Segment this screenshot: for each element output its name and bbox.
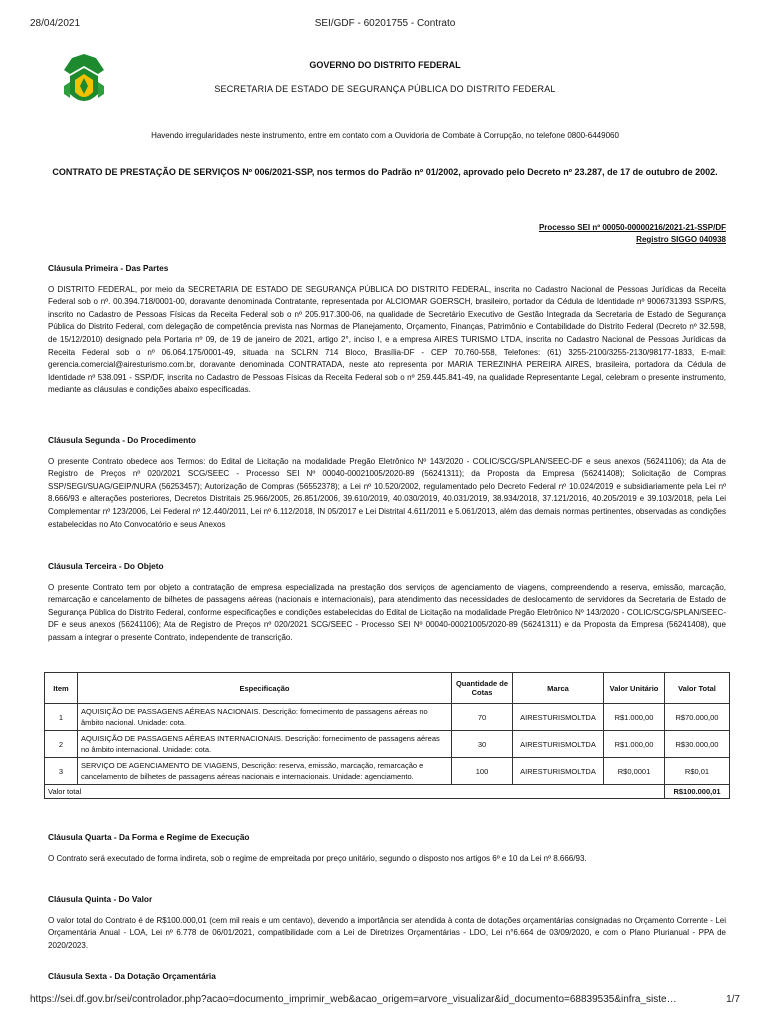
cell-spec: AQUISIÇÃO DE PASSAGENS AÉREAS NACIONAIS. Descrição: fornecimento de passagens aéreas no âmbito nacional. Unidade: cota. bbox=[78, 704, 452, 731]
cell-total-value: R$0,01 bbox=[665, 758, 730, 785]
clause-1-text: O DISTRITO FEDERAL, por meio da SECRETARIA DE ESTADO DE SEGURANÇA PÚBLICA DO DISTRITO FEDERAL, inscrita no Cadastro Nacional de Pessoas Jurídicas da Receita Federal sob o nº. 00.394.718/0001-00, doravante denominada Contratante, representada por ALCIOMAR GOERSCH, brasileiro, portador da Cédula de Identidade nº 9006731393 SSP/RS, inscrito no Cadastro de Pessoas Físicas da Receita Federal sob o nº 205.917.300-06, na qualidade de Secretário Executivo de Gestão Integrada da Secretaria de Estado de Segurança Pública do Distrito Federal, com delegação de competência prevista nas Normas de Planejamento, Orçamento, Finanças, Patrimônio e Contabilidade do Distrito Federal (Decreto nº 32.598, de 15/12/2010) designado pela Portaria nº 09, de 19 de janeiro de 2021, artigo 2°, inciso I, e a empresa AIRES TURISMO LTDA, inscrita no Cadastro Nacional de Pessoas Jurídicas da Receita Federal sob o nº 06.064.175/0001-49, situada na SCLRN 714 Bloco, Brasília-DF - CEP 70.760-558, Telefones: (61) 3255-2100/3255-2130/98177-1833, E-mail: gerencia.comercial@airesturismo.com.br, doravante denominada CONTRATADA, neste ato representa por MARIA TEREZINHA PEREIRA AIRES, brasileira, portadora da Cédula de Identidade nº 538.091 - SSP/DF, inscrita no Cadastro de Pessoas Físicas da Receita Federal sob o nº 259.445.841-49, na qualidade Representante Legal, celebram o presente instrumento, mediante as cláusulas e condições abaixo especificadas. bbox=[48, 284, 726, 395]
cell-total-value: R$70.000,00 bbox=[665, 704, 730, 731]
clause-1 bbox=[48, 262, 726, 397]
page-url[interactable]: https://sei.df.gov.br/sei/controlador.php?acao=documento_imprimir_web&acao_origem=arvore_visualizar&id_documento=68839535&infra_siste… bbox=[30, 994, 677, 1005]
clause-1-title: Cláusula Primeira - Das Partes bbox=[48, 263, 169, 273]
col-header-brand: Marca bbox=[513, 673, 604, 704]
clause-4-text: O Contrato será executado de forma indireta, sob o regime de empreitada por preço unitário, segundo o disposto nos artigos 6º e 10 da Lei nº 8.666/93. bbox=[48, 853, 587, 863]
clause-4-title: Cláusula Quarta - Da Forma e Regime de Execução bbox=[48, 832, 250, 842]
clause-2-title: Cláusula Segunda - Do Procedimento bbox=[48, 435, 196, 445]
print-date: 28/04/2021 bbox=[30, 18, 81, 29]
col-header-qty: Quantidade de Cotas bbox=[452, 673, 513, 704]
clause-6 bbox=[48, 970, 726, 992]
clause-3-title: Cláusula Terceira - Do Objeto bbox=[48, 561, 164, 571]
cell-unit-value: R$1.000,00 bbox=[604, 704, 665, 731]
cell-item: 3 bbox=[45, 758, 78, 785]
clause-2 bbox=[48, 434, 726, 531]
col-header-unit-value: Valor Unitário bbox=[604, 673, 665, 704]
cell-qty: 100 bbox=[452, 758, 513, 785]
cell-brand: AIRESTURISMOLTDA bbox=[513, 758, 604, 785]
clause-6-title: Cláusula Sexta - Da Dotação Orçamentária bbox=[48, 971, 216, 981]
cell-item: 2 bbox=[45, 731, 78, 758]
cell-unit-value: R$0,0001 bbox=[604, 758, 665, 785]
secretariat-heading: SECRETARIA DE ESTADO DE SEGURANÇA PÚBLICA DO DISTRITO FEDERAL bbox=[214, 84, 556, 94]
contract-title: CONTRATO DE PRESTAÇÃO DE SERVIÇOS Nº 006/2021-SSP, nos termos do Padrão nº 01/2002, aprovado pelo Decreto nº 23.287, de 17 de outubro de 2002. bbox=[52, 167, 718, 177]
cell-unit-value: R$1.000,00 bbox=[604, 731, 665, 758]
table-total-row bbox=[45, 785, 730, 799]
print-header bbox=[30, 18, 740, 32]
cell-qty: 30 bbox=[452, 731, 513, 758]
clause-5-title: Cláusula Quinta - Do Valor bbox=[48, 894, 153, 904]
table-header-row bbox=[45, 673, 730, 704]
page-number: 1/7 bbox=[726, 994, 740, 1005]
cell-spec: AQUISIÇÃO DE PASSAGENS AÉREAS INTERNACIONAIS. Descrição: fornecimento de passagens aéreas no âmbito internacional. Unidade: cota. bbox=[78, 731, 452, 758]
table-row bbox=[45, 758, 730, 785]
print-title: SEI/GDF - 60201755 - Contrato bbox=[314, 18, 456, 29]
cell-total-value: R$30.000,00 bbox=[665, 731, 730, 758]
process-reference bbox=[539, 222, 726, 246]
siggo-registry: Registro SIGGO 040938 bbox=[636, 235, 726, 244]
col-header-item: Item bbox=[45, 673, 78, 704]
items-table bbox=[44, 672, 730, 799]
col-header-total-value: Valor Total bbox=[665, 673, 730, 704]
clause-5-text: O valor total do Contrato é de R$100.000,01 (cem mil reais e um centavo), devendo a importância ser atendida à conta de dotações orçamentárias consignadas no Orçamento Corrente - Lei Orçamentária Anual - LOA, Lei nº 6.778 de 06/01/2021, compatibilidade com a Lei de Diretrizes Orçamentárias - LDO, Lei n°6.664 de 03/09/2020, e com o Plano Plurianual - PPA de 2020/2023. bbox=[48, 915, 726, 950]
cell-qty: 70 bbox=[452, 704, 513, 731]
clause-5 bbox=[48, 893, 726, 952]
cell-item: 1 bbox=[45, 704, 78, 731]
total-value: R$100.000,01 bbox=[665, 785, 730, 799]
cell-brand: AIRESTURISMOLTDA bbox=[513, 731, 604, 758]
clause-3 bbox=[48, 560, 726, 645]
col-header-spec: Especificação bbox=[78, 673, 452, 704]
ombudsman-notice: Havendo irregularidades neste instrumento, entre em contato com a Ouvidoria de Combate à Corrupção, no telefone 0800-6449060 bbox=[151, 131, 619, 140]
cell-brand: AIRESTURISMOLTDA bbox=[513, 704, 604, 731]
cell-spec: SERVIÇO DE AGENCIAMENTO DE VIAGENS, Descrição: reserva, emissão, marcação, remarcação e cancelamento de bilhetes de passagens aéreas nacionais e internacionais. Unidade: agenciamento. bbox=[78, 758, 452, 785]
table-row bbox=[45, 704, 730, 731]
clause-2-text: O presente Contrato obedece aos Termos: do Edital de Licitação na modalidade Pregão Eletrônico Nº 143/2020 - COLIC/SCG/SPLAN/SEEC-DF e seus anexos (56241106); da Ata de Registro de Preços nº 020/2021 SCG/SEEC - Processo SEI Nº 00040-00021005/2020-89 (56241311); da Proposta da Empresa (56241408); Solicitação de Compras SSP/SEGI/SUAG/GEIP/NURA (56253457); Autorização de Compras (56552378); a Lei nº 10.520/2002, regulamentado pelo Decreto Federal nº 10.024/2019 e subsidiariamente pela Lei nº 8.666/93 e alterações posteriores, Decretos Distritais 25.966/2005, 26.851/2006, 39.610/2019, 40.030/2019, 40.031/2019, 38.934/2018, 37.121/2016, 40.205/2019 e 39.103/2018, pela Lei Complementar nº 123/2006, Lei Federal nº 12.440/2011, Lei nº 6.112/2018, IN 05/2017 e Lei Distrital 4.611/2011 e 5.061/2013, além das demais normas pertinentes, observadas as condições estabelecidas no Ato Convocatório e seus Anexos bbox=[48, 456, 726, 529]
clause-3-text: O presente Contrato tem por objeto a contratação de empresa especializada na prestação dos serviços de agenciamento de viagens, compreendendo a reserva, emissão, marcação, remarcação e cancelamento de bilhetes de passagens aéreas (nacionais e internacionais), para atendimento das necessidades de deslocamento de servidores da Secretaria de Estado de Segurança Pública do Distrito Federal, conforme especificações e condições estabelecidas do Edital de Licitação na modalidade Pregão Eletrônico Nº 143/2020 - COLIC/SCG/SPLAN/SEEC-DF e seus anexos (56241106); Ata de Registro de Preços nº 020/2021 SCG/SEEC - Processo SEI Nº 00040-00021005/2020-89 (56241311) e da Proposta da Empresa (56241408), que passam a integrar o presente Contrato, independente de transcrição. bbox=[48, 582, 726, 642]
table-row bbox=[45, 731, 730, 758]
total-label: Valor total bbox=[45, 785, 665, 799]
government-heading: GOVERNO DO DISTRITO FEDERAL bbox=[309, 60, 461, 70]
process-number: Processo SEI nº 00050-00000216/2021-21-SSP/DF bbox=[538, 223, 726, 232]
clause-4 bbox=[48, 831, 726, 865]
